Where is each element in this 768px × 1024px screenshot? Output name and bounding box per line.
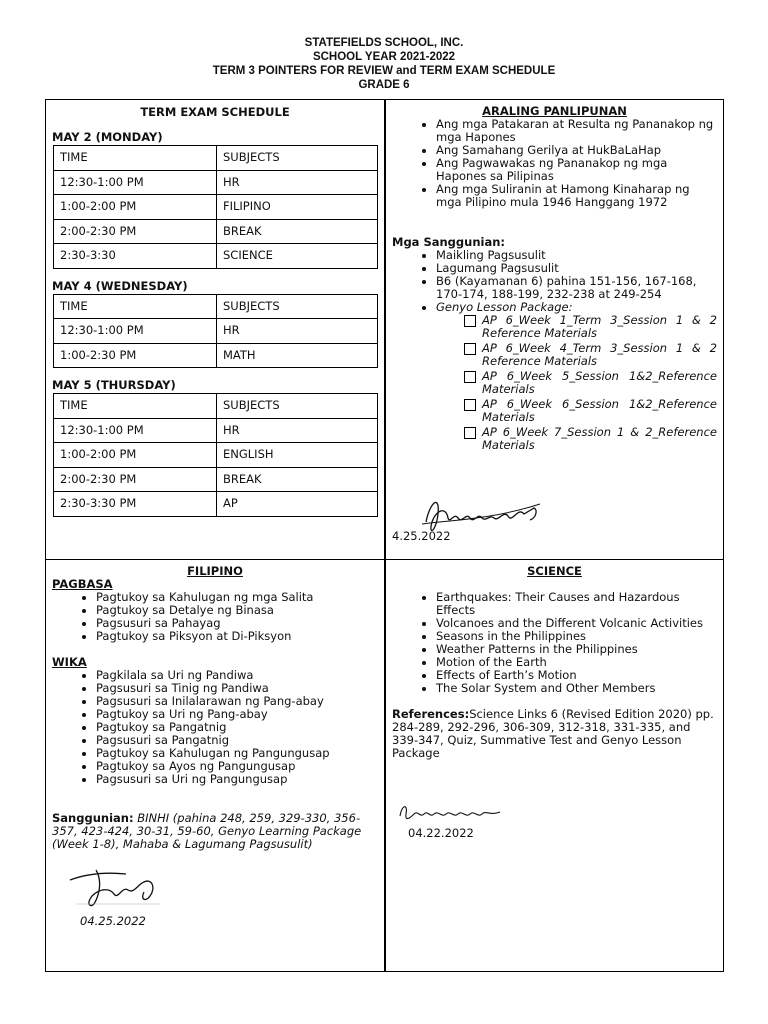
table-cell: 2:30-3:30	[54, 244, 217, 269]
list-item: • Pagsusuri sa Pahayag	[96, 617, 378, 630]
table-row	[54, 492, 378, 517]
school-name: STATEFIELDS SCHOOL, INC.	[304, 37, 464, 49]
list-item: • Earthquakes: Their Causes and Hazardous Effects	[436, 591, 717, 617]
table-row	[54, 219, 378, 244]
list-item: • B6 (Kayamanan 6) pahina 151-156, 167-168, 170-174, 188-199, 232-238 at 249-254	[436, 275, 717, 301]
list-item	[392, 426, 717, 452]
list-item: • Pagsusuri sa Inilalarawan ng Pang-abay	[96, 695, 378, 708]
table-cell: BREAK	[217, 219, 378, 244]
ap-title: ARALING PANLIPUNAN	[482, 104, 627, 118]
list-item: • Pagsusuri sa Pangatnig	[96, 734, 378, 747]
table-cell: HR	[217, 418, 378, 443]
table-row	[54, 294, 378, 319]
list-item: • Weather Patterns in the Philippines	[436, 643, 717, 656]
table-cell: FILIPINO	[217, 195, 378, 220]
table-cell: 2:30-3:30 PM	[54, 492, 217, 517]
list-item: • Pagtukoy sa Piksyon at Di-Piksyon	[96, 630, 378, 643]
list-item: • Pagsusuri sa Uri ng Pangungusap	[96, 773, 378, 786]
ap-refs-label: Mga Sanggunian:	[392, 235, 505, 249]
list-item: • Volcanoes and the Different Volcanic Activities	[436, 617, 717, 630]
list-item: • Ang Pagwawakas ng Pananakop ng mga Hapones sa Pilipinas	[436, 157, 717, 183]
genyo-label: Genyo Lesson Package:	[436, 300, 573, 314]
school-year: SCHOOL YEAR 2021-2022	[312, 51, 456, 63]
list-item: • Pagtukoy sa Ayos ng Pangungusap	[96, 760, 378, 773]
table-row	[54, 146, 378, 171]
genyo-item: AP 6_Week 1_Term 3_Session 1 & 2 Reference Materials	[482, 313, 717, 340]
day-label-may2: MAY 2 (MONDAY)	[52, 130, 163, 144]
list-item: • Pagsusuri sa Tinig ng Pandiwa	[96, 682, 378, 695]
table-cell: 1:00-2:00 PM	[54, 443, 217, 468]
pagbasa-list	[52, 591, 378, 643]
exam-schedule-cell	[46, 100, 384, 559]
list-item: • Motion of the Earth	[436, 656, 717, 669]
genyo-item: AP 6_Week 5_Session 1&2_Reference Materials	[482, 369, 717, 396]
day-label-may5: MAY 5 (THURSDAY)	[52, 378, 176, 392]
ap-topics-list	[392, 118, 717, 209]
table-cell: 12:30-1:00 PM	[54, 418, 217, 443]
table-cell: AP	[217, 492, 378, 517]
science-cell	[386, 560, 723, 972]
list-item: • Pagtukoy sa Pangatnig	[96, 721, 378, 734]
genyo-item: AP 6_Week 7_Session 1 & 2_Reference Materials	[482, 425, 717, 452]
table-cell: MATH	[217, 343, 378, 368]
list-item: • Pagtukoy sa Detalye ng Binasa	[96, 604, 378, 617]
list-item: • Maikling Pagsusulit	[436, 249, 717, 262]
checkbox-icon	[464, 315, 476, 327]
filipino-cell	[46, 560, 384, 972]
table-cell: 1:00-2:30 PM	[54, 343, 217, 368]
list-item: • Pagtukoy sa Kahulugan ng mga Salita	[96, 591, 378, 604]
checkbox-icon	[464, 399, 476, 411]
grade-level: GRADE 6	[358, 79, 410, 91]
genyo-item: AP 6_Week 4_Term 3_Session 1 & 2 Reference Materials	[482, 341, 717, 368]
table-cell: SUBJECTS	[217, 146, 378, 171]
table-row	[54, 443, 378, 468]
list-item: • Pagtukoy sa Kahulugan ng Pangungusap	[96, 747, 378, 760]
table-cell: 1:00-2:00 PM	[54, 195, 217, 220]
schedule-table-may4	[53, 294, 378, 369]
table-cell: ENGLISH	[217, 443, 378, 468]
list-item: • Ang mga Suliranin at Hamong Kinaharap ng mga Pilipino mula 1946 Hanggang 1972	[436, 183, 717, 209]
list-item: • Effects of Earth’s Motion	[436, 669, 717, 682]
table-row	[54, 319, 378, 344]
content-grid	[45, 99, 724, 972]
list-item: • Ang Samahang Gerilya at HukBaLaHap	[436, 144, 717, 157]
sanggunian-text: BINHI (pahina 248, 259, 329-330, 356-357, 423-424, 30-31, 59-60, Genyo Learning Package (Week 1-8), Mahaba & Lagumang Pagsusulit)	[52, 811, 362, 851]
table-cell: TIME	[54, 294, 217, 319]
table-cell: 12:30-1:00 PM	[54, 170, 217, 195]
table-row	[54, 343, 378, 368]
list-item	[392, 370, 717, 396]
table-cell: BREAK	[217, 467, 378, 492]
day-label-may4: MAY 4 (WEDNESDAY)	[52, 278, 188, 293]
pagbasa-label: PAGBASA	[52, 577, 113, 591]
checkbox-icon	[464, 343, 476, 355]
exam-schedule-title: TERM EXAM SCHEDULE	[140, 105, 290, 119]
checkbox-icon	[464, 427, 476, 439]
document-title: TERM 3 POINTERS FOR REVIEW and TERM EXAM SCHEDULE	[212, 65, 556, 77]
checkbox-icon	[464, 371, 476, 383]
table-cell: SUBJECTS	[217, 294, 378, 319]
filipino-references	[52, 812, 378, 851]
ap-refs-list	[392, 249, 717, 314]
genyo-materials-list	[392, 314, 717, 452]
science-refs-label: References:	[392, 707, 470, 721]
wika-label: WIKA	[52, 655, 87, 669]
sanggunian-label: Sanggunian:	[52, 811, 134, 825]
list-item	[392, 314, 717, 340]
table-row	[54, 394, 378, 419]
science-references	[392, 708, 717, 760]
table-row	[54, 170, 378, 195]
table-cell: 2:00-2:30 PM	[54, 467, 217, 492]
list-item: • Pagtukoy sa Uri ng Pang-abay	[96, 708, 378, 721]
list-item	[392, 342, 717, 368]
table-cell: SUBJECTS	[217, 394, 378, 419]
ap-cell	[386, 100, 723, 559]
schedule-table-may2	[53, 145, 378, 269]
science-topics-list	[392, 591, 717, 695]
table-cell: HR	[217, 319, 378, 344]
table-row	[54, 467, 378, 492]
schedule-table-may5	[53, 393, 378, 517]
table-row	[54, 244, 378, 269]
list-item: • The Solar System and Other Members	[436, 682, 717, 695]
table-cell: 12:30-1:00 PM	[54, 319, 217, 344]
document-header	[0, 36, 768, 92]
list-item: • Pagkilala sa Uri ng Pandiwa	[96, 669, 378, 682]
wika-list	[52, 669, 378, 786]
genyo-item: AP 6_Week 6_Session 1&2_Reference Materials	[482, 397, 717, 424]
table-cell: TIME	[54, 146, 217, 171]
table-cell: TIME	[54, 394, 217, 419]
table-cell: 2:00-2:30 PM	[54, 219, 217, 244]
filipino-date: 04.25.2022	[80, 914, 146, 928]
table-cell: HR	[217, 170, 378, 195]
science-date: 04.22.2022	[408, 826, 474, 840]
science-title: SCIENCE	[527, 564, 582, 578]
list-item: • Ang mga Patakaran at Resulta ng Pananakop ng mga Hapones	[436, 118, 717, 144]
table-row	[54, 418, 378, 443]
filipino-title: FILIPINO	[187, 564, 243, 578]
science-refs-text: Science Links 6 (Revised Edition 2020) pp. 284-289, 292-296, 306-309, 312-318, 331-335, and 339-347, Quiz, Summative Test and Genyo Lesson Package	[392, 707, 714, 760]
table-cell: SCIENCE	[217, 244, 378, 269]
list-item: • Seasons in the Philippines	[436, 630, 717, 643]
ap-date: 4.25.2022	[392, 529, 451, 543]
table-row	[54, 195, 378, 220]
list-item: • Lagumang Pagsusulit	[436, 262, 717, 275]
signature-icon	[66, 860, 166, 910]
list-item	[392, 398, 717, 424]
